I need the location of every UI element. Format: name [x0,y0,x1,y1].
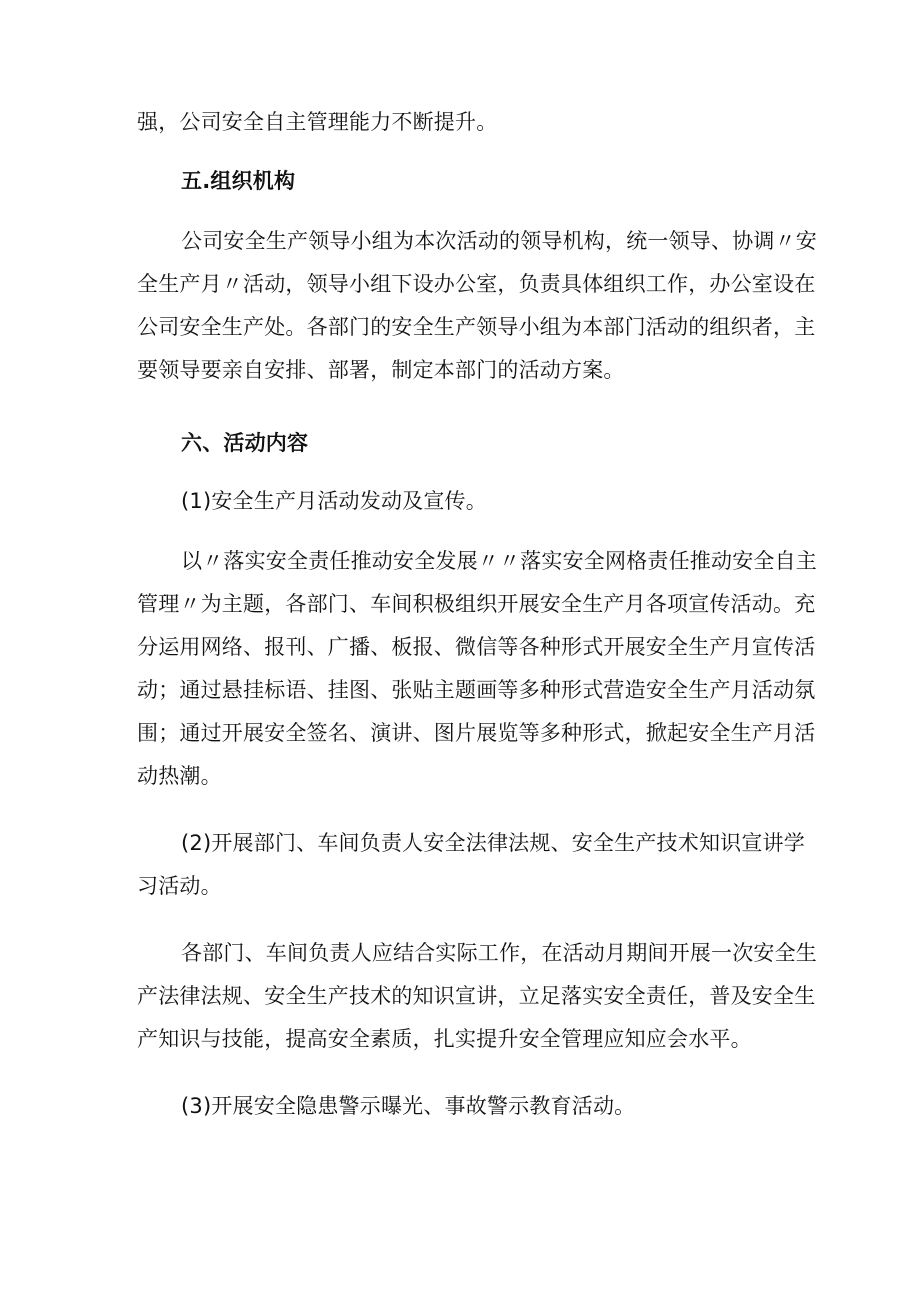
subsection-heading-2-continued: 习活动。 [137,874,222,898]
paragraph-line: 公司安全生产处。各部门的安全生产领导小组为本部门活动的组织者，主 [137,315,816,339]
paragraph-line: 公司安全生产领导小组为本次活动的领导机构，统一领导、协调〃安 [181,229,817,253]
paragraph-line: 分运用网络、报刊、广播、板报、微信等各种形式开展安全生产月宣传活 [137,635,816,659]
paragraph-line: 要领导要亲自安排、部署，制定本部门的活动方案。 [137,358,625,382]
paragraph-line-continuation: 强，公司安全自主管理能力不断提升。 [137,110,498,134]
paragraph-line: 以〃落实安全责任推动安全发展〃〃落实安全网格责任推动安全自主 [181,549,817,573]
paragraph-line: 围；通过开展安全签名、演讲、图片展览等多种形式，掀起安全生产月活 [137,721,816,745]
paragraph-line: 产法律法规、安全生产技术的知识宣讲，立足落实安全责任，普及安全生 [137,984,816,1008]
subsection-heading-2: (2)开展部门、车间负责人安全法律法规、安全生产技术知识宣讲学 [181,831,805,855]
paragraph-line: 动热潮。 [137,764,222,788]
paragraph-line: 产知识与技能，提高安全素质，扎实提升安全管理应知应会水平。 [137,1027,752,1051]
paragraph-line: 全生产月〃活动，领导小组下设办公室，负责具体组织工作，办公室设在 [137,272,816,296]
section-heading-6: 六、活动内容 [181,431,309,455]
paragraph-line: 各部门、车间负责人应结合实际工作，在活动月期间开展一次安全生 [181,941,817,965]
section-heading-5: 五.组织机构 [181,169,296,193]
subsection-heading-1: (1)安全生产月活动发动及宣传。 [181,489,487,513]
paragraph-line: 管理〃为主题，各部门、车间积极组织开展安全生产月各项宣传活动。充 [137,592,816,616]
subsection-heading-3: (3)开展安全隐患警示曝光、事故警示教育活动。 [181,1094,636,1118]
paragraph-line: 动；通过悬挂标语、挂图、张贴主题画等多种形式营造安全生产月活动氛 [137,678,816,702]
